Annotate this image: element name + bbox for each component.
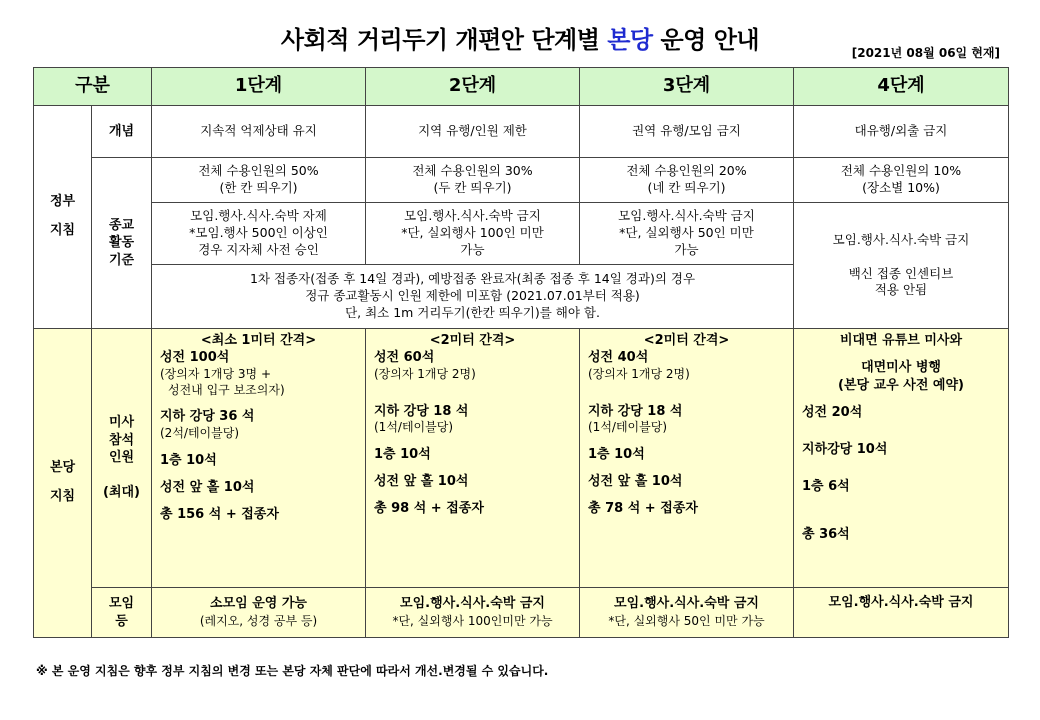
header-stage-1: 1단계 [152, 68, 366, 106]
activity-stage-4: 모임.행사.식사.숙박 금지 백신 접종 인센티브 적용 안됨 [794, 203, 1009, 329]
activity-stage-3: 모임.행사.식사.숙박 금지 *단, 실외행사 50인 미만 가능 [580, 203, 794, 265]
gov-activity-row [34, 203, 1009, 265]
concept-stage-4: 대유행/외출 금지 [794, 106, 1009, 158]
gov-capacity-row [34, 158, 1009, 203]
header-stage-3: 3단계 [580, 68, 794, 106]
parish-mass-row [34, 329, 1009, 588]
title-text-pre: 사회적 거리두기 개편안 단계별 [280, 26, 608, 54]
title-text-post: 운영 안내 [652, 26, 760, 54]
parish-category-label: 본당 지침 [34, 329, 92, 638]
mass-attendance-label: 미사 참석 인원 (최대) [92, 329, 152, 588]
header-row [34, 68, 1009, 106]
header-stage-2: 2단계 [366, 68, 580, 106]
meeting-stage-3: 모임.행사.식사.숙박 금지 *단, 실외행사 50인 미만 가능 [580, 588, 794, 638]
meeting-stage-2: 모임.행사.식사.숙박 금지 *단, 실외행사 100인미만 가능 [366, 588, 580, 638]
date-label: [2021년 08월 06일 현재] [851, 46, 1000, 60]
mass-stage-3: <2미터 간격> 성전 40석 (장의자 1개당 2명) 지하 강당 18 석 (1석/테이블당) 1층 10석 성전 앞 홀 10석 총 78 석 + 접종자 [580, 329, 794, 588]
concept-stage-2: 지역 유행/인원 제한 [366, 106, 580, 158]
concept-stage-3: 권역 유행/모임 금지 [580, 106, 794, 158]
guideline-table [33, 67, 1009, 638]
capacity-stage-3: 전체 수용인원의 20% (네 칸 띄우기) [580, 158, 794, 203]
capacity-stage-2: 전체 수용인원의 30% (두 칸 띄우기) [366, 158, 580, 203]
gov-category-label: 정부 지침 [34, 106, 92, 329]
header-stage-4: 4단계 [794, 68, 1009, 106]
mass-stage-1: <최소 1미터 간격> 성전 100석 (장의자 1개당 3명 + 성전내 입구 보조의자) 지하 강당 36 석 (2석/테이블당) 1층 10석 성전 앞 홀 10석 총 156 석 + 접종자 [152, 329, 366, 588]
concept-stage-1: 지속적 억제상태 유지 [152, 106, 366, 158]
activity-stage-2: 모임.행사.식사.숙박 금지 *단, 실외행사 100인 미만 가능 [366, 203, 580, 265]
religion-activity-label: 종교 활동 기준 [92, 158, 152, 329]
concept-label: 개념 [92, 106, 152, 158]
header-category: 구분 [34, 68, 152, 106]
activity-stage-1: 모임.행사.식사.숙박 자제 *모임.행사 500인 이상인 경우 지자체 사전 승인 [152, 203, 366, 265]
meeting-stage-1: 소모임 운영 가능 (레지오, 성경 공부 등) [152, 588, 366, 638]
meeting-label: 모임 등 [92, 588, 152, 638]
capacity-stage-1: 전체 수용인원의 50% (한 칸 띄우기) [152, 158, 366, 203]
gov-concept-row [34, 106, 1009, 158]
mass-stage-4: 비대면 유튜브 미사와 대면미사 병행 (본당 교우 사전 예약) 성전 20석 지하강당 10석 1층 6석 총 36석 [794, 329, 1009, 588]
vaccine-note: 1차 접종자(접종 후 14일 경과), 예방접종 완료자(최종 접종 후 14일 경과)의 경우 정규 종교활동시 인원 제한에 미포함 (2021.07.01부터 적용) 단, 최소 1m 거리두기(한칸 띄우기)를 해야 함. [152, 265, 794, 329]
title-highlight: 본당 [607, 26, 653, 54]
mass-stage-2: <2미터 간격> 성전 60석 (장의자 1개당 2명) 지하 강당 18 석 (1석/테이블당) 1층 10석 성전 앞 홀 10석 총 98 석 + 접종자 [366, 329, 580, 588]
footnote: ※ 본 운영 지침은 향후 정부 지침의 변경 또는 본당 자체 판단에 따라서 개선.변경될 수 있습니다. [36, 664, 549, 678]
capacity-stage-4: 전체 수용인원의 10% (장소별 10%) [794, 158, 1009, 203]
meeting-stage-4: 모임.행사.식사.숙박 금지 [794, 588, 1009, 638]
parish-meeting-row [34, 588, 1009, 638]
